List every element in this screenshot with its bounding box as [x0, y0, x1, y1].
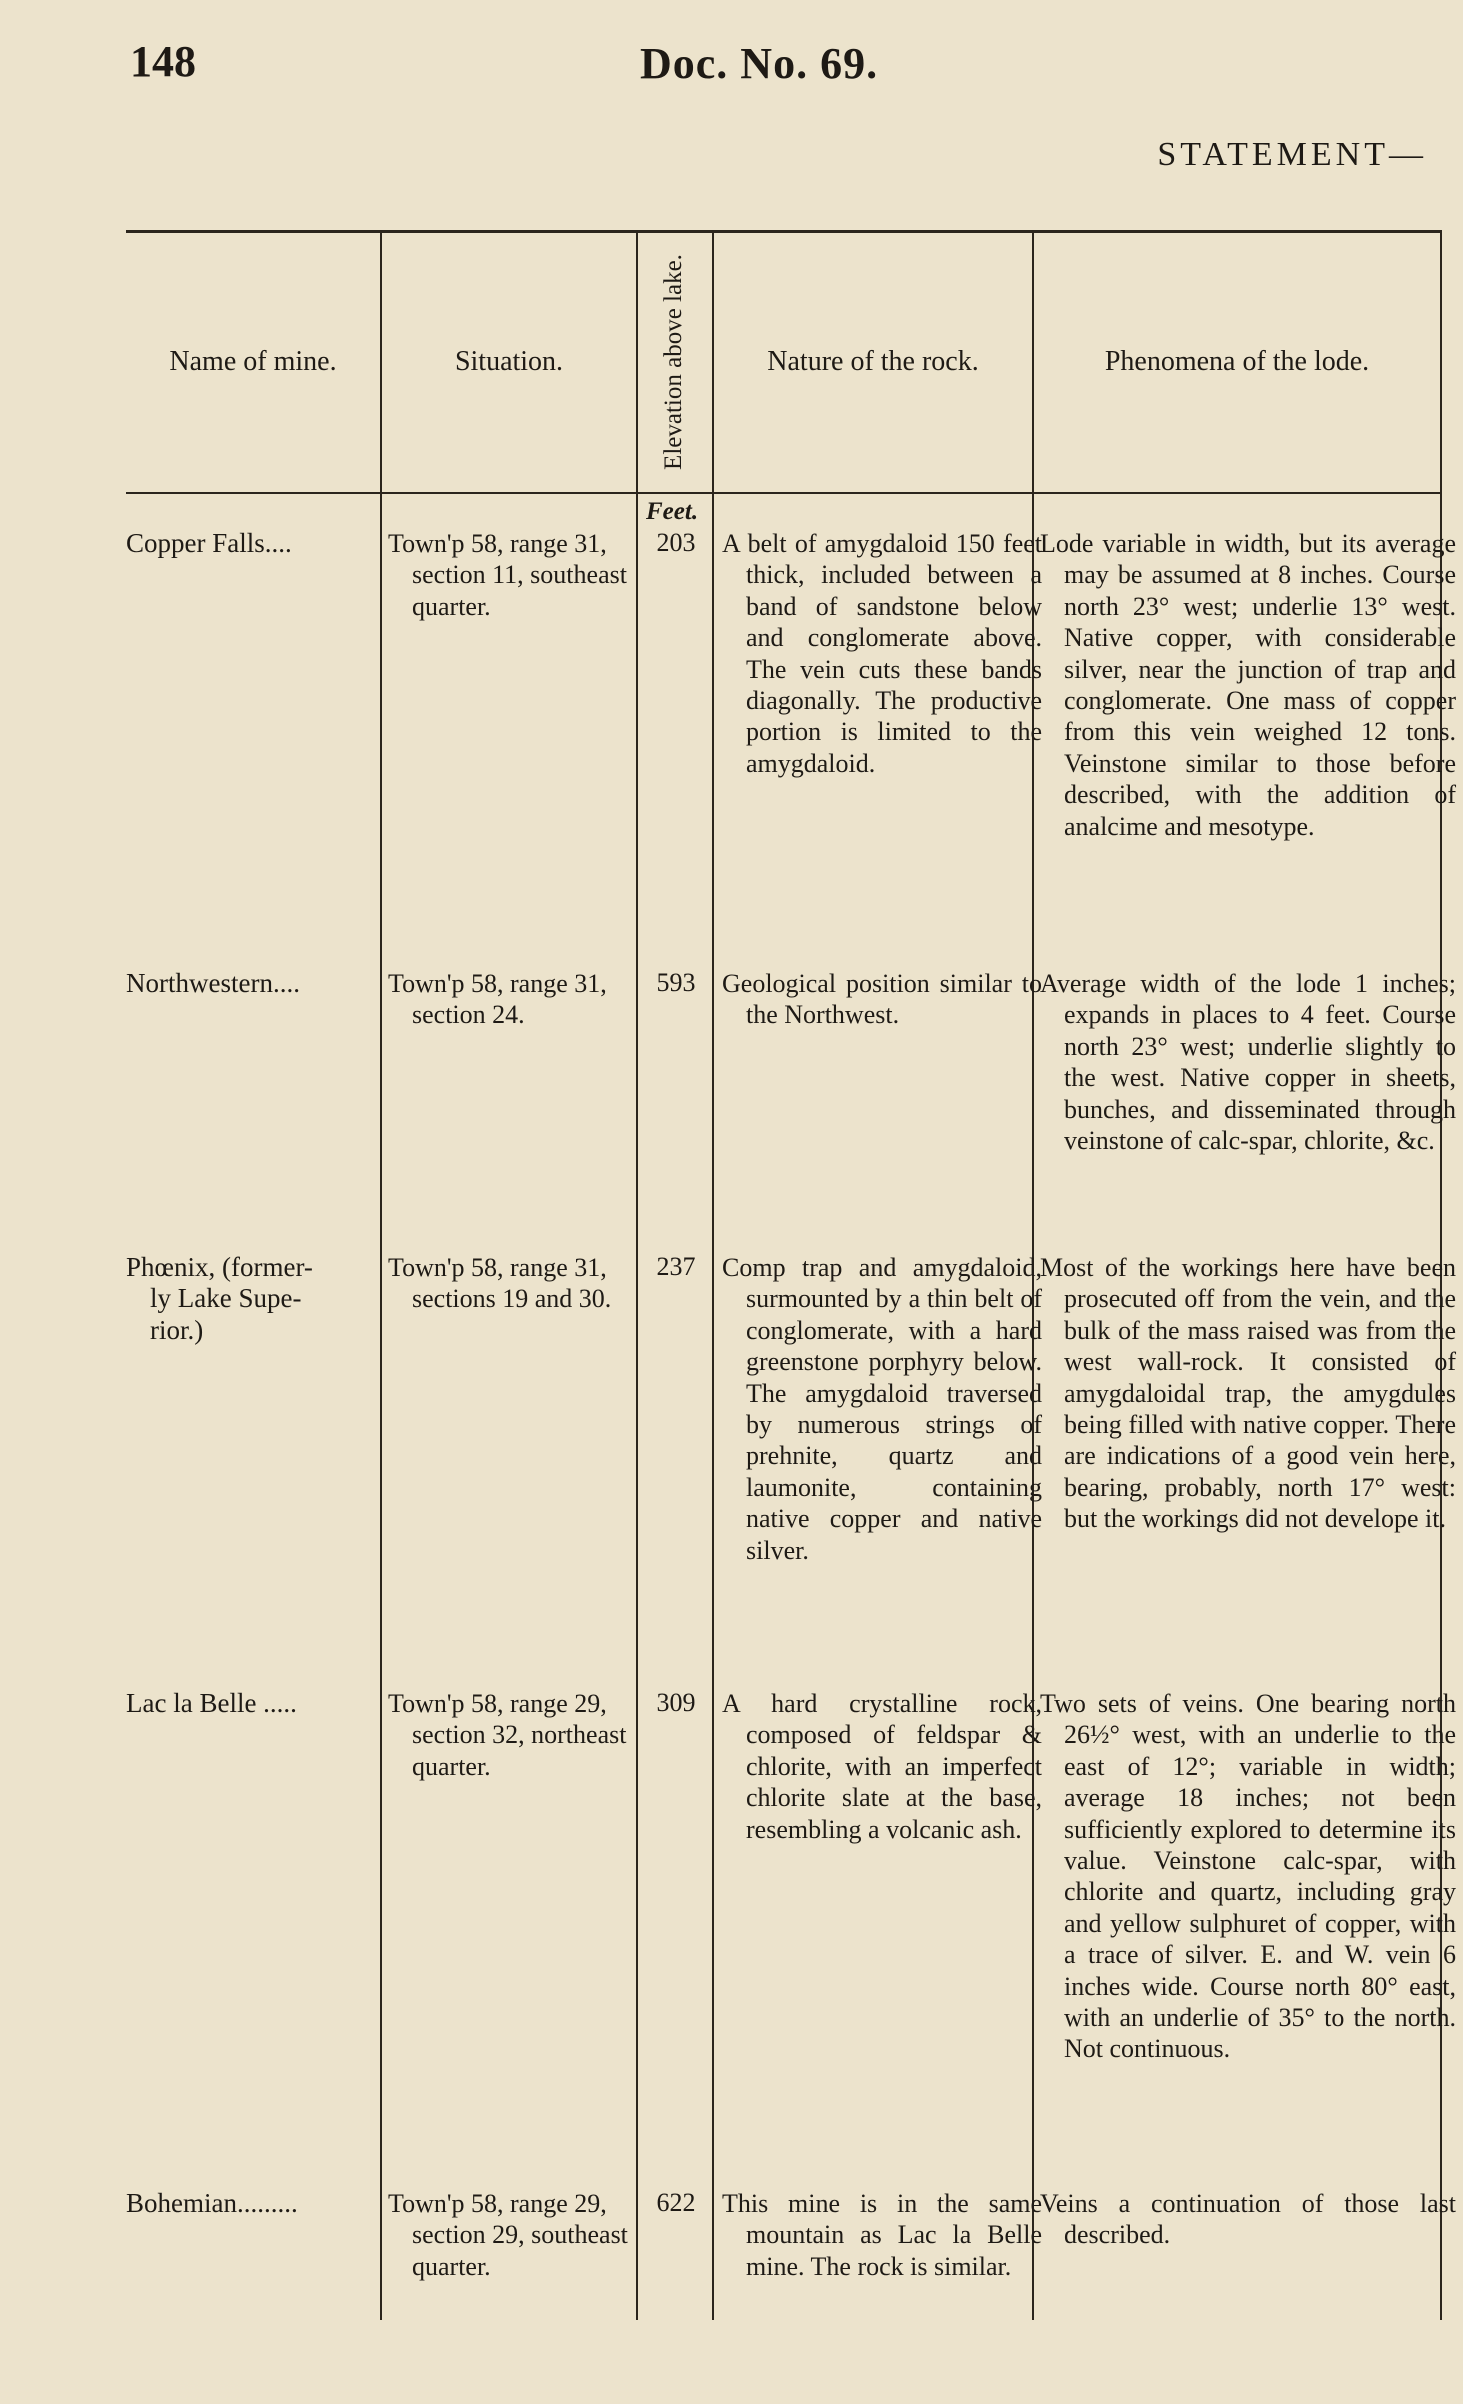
- lode-description: Average width of the lode 1 inches; expands in places to 4 feet. Course north 23° west; underlie slightly to the west. Native copper in sheets, bunches, and disseminated through veinstone of calc-spar, chlorite, &c.: [1040, 969, 1456, 1156]
- mine-situation: Town'p 58, range 31, section 11, southeast quarter.: [388, 529, 627, 621]
- mine-situation: Town'p 58, range 29, section 32, northeast quarter.: [388, 1689, 627, 1781]
- column-header-elevation: Elevation above lake.: [660, 254, 687, 470]
- lode-description: Two sets of veins. One bearing north 26½° west, with an underlie to the east of 12°; variable in width; average 18 inches; not been sufficiently explored to determine its value. Veinstone calc-spar, with chlorite and quartz, including gray and yellow sulphuret of copper, with a trace of silver. E. and W. vein 6 inches wide. Course north 80° east, with an underlie of 35° to the north. Not continuous.: [1040, 1689, 1456, 2064]
- column-header-name: Name of mine.: [169, 346, 337, 377]
- rock-description: A belt of amygdaloid 150 feet thick, included between a band of sandstone below and conglomerate above. The vein cuts these bands diagonally. The productive portion is limited to the amygdaloid.: [722, 529, 1042, 778]
- elevation-unit: Feet.: [646, 498, 699, 525]
- mine-elevation: 309: [656, 1688, 696, 1717]
- rock-description: Geological position similar to the Northwest.: [722, 969, 1042, 1030]
- statement-heading: STATEMENT—: [1157, 136, 1427, 173]
- mine-elevation: 622: [656, 2188, 696, 2217]
- mine-name: Northwestern....: [126, 968, 300, 998]
- mine-name: Bohemian.........: [126, 2188, 298, 2218]
- mine-elevation: 593: [656, 968, 696, 997]
- mine-elevation: 237: [656, 1252, 696, 1281]
- mine-name: Phœnix, (former- ly Lake Supe- rior.): [126, 1252, 313, 1345]
- mine-situation: Town'p 58, range 31, section 24.: [388, 969, 607, 1030]
- mine-name: Copper Falls....: [126, 528, 292, 558]
- lode-description: Veins a continuation of those last described.: [1040, 2189, 1456, 2250]
- mine-elevation: 203: [656, 528, 696, 557]
- rock-description: A hard crystalline rock, composed of feldspar & chlorite, with an imperfect chlorite slate at the base, resembling a volcanic ash.: [722, 1689, 1042, 1844]
- page-number: 148: [130, 37, 196, 86]
- column-header-lode: Phenomena of the lode.: [1104, 346, 1370, 377]
- document-title: Doc. No. 69.: [640, 39, 879, 88]
- lode-description: Most of the workings here have been prosecuted off from the vein, and the bulk of the mass raised was from the west wall-rock. It consisted of amygdaloidal trap, the amygdules being filled with native copper. There are indications of a good vein here, bearing, probably, north 17° west: but the workings did not develope it.: [1040, 1253, 1456, 1534]
- mine-situation: Town'p 58, range 29, section 29, southeast quarter.: [388, 2189, 628, 2281]
- rock-description: This mine is in the same mountain as Lac la Belle mine. The rock is similar.: [722, 2189, 1042, 2281]
- column-header-situation: Situation.: [454, 346, 564, 377]
- header-bottom-rule: [126, 492, 1442, 494]
- mine-situation: Town'p 58, range 31, sections 19 and 30.: [388, 1253, 612, 1314]
- mine-name: Lac la Belle .....: [126, 1688, 297, 1718]
- rock-description: Comp trap and amygdaloid, surmounted by a thin belt of conglomerate, with a hard greenstone porphyry below. The amygdaloid traversed by numerous strings of prehnite, quartz and laumonite, containing native copper and native silver.: [722, 1253, 1042, 1565]
- lode-description: Lode variable in width, but its average may be assumed at 8 inches. Course north 23° west; underlie 13° west. Native copper, with considerable silver, near the junction of trap and conglomerate. One mass of copper from this vein weighed 12 tons. Veinstone similar to those before described, with the addition of analcime and mesotype.: [1040, 529, 1456, 841]
- column-divider: [712, 232, 714, 2320]
- column-header-rock: Nature of the rock.: [767, 346, 979, 377]
